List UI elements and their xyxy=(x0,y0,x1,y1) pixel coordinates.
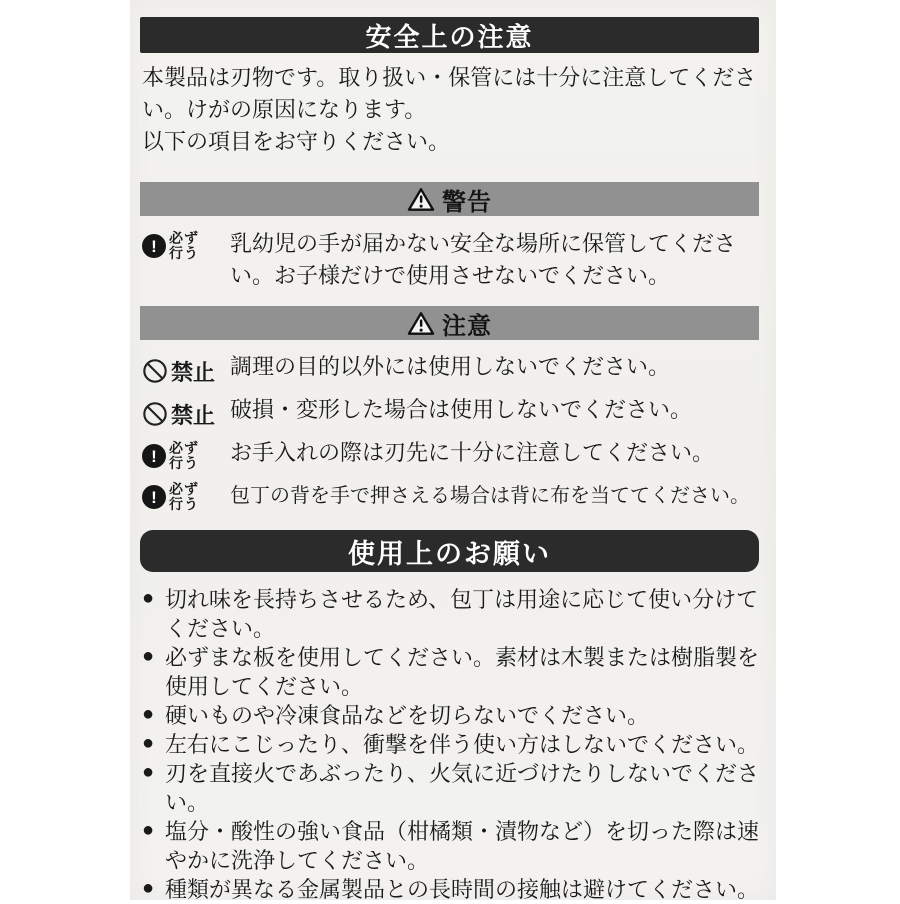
usage-bullet-item: ● 硬いものや冷凍食品などを切らないでください。 xyxy=(142,701,762,730)
caution-item-text: 調理の目的以外には使用しないでください。 xyxy=(230,354,671,379)
usage-bullet-item: ● 切れ味を長持ちさせるため、包丁は用途に応じて使い分けてください。 xyxy=(142,585,762,643)
instruction-sheet-paper xyxy=(130,0,776,900)
caution-item xyxy=(142,352,776,387)
caution-item-icon-block xyxy=(142,395,230,430)
exclamation-glyph: ! xyxy=(151,446,157,466)
usage-bullet-item: ● 必ずまな板を使用してください。素材は木製または樹脂製を使用してください。 xyxy=(142,643,762,701)
usage-header-title: 使用上のお願い xyxy=(348,538,551,569)
prohibited-label: 禁止 xyxy=(171,360,216,385)
mandatory-circle-icon xyxy=(142,234,166,258)
mandatory-circle-icon xyxy=(142,485,166,509)
warning-item xyxy=(142,228,776,292)
warning-item-text: 乳幼児の手が届かない安全な場所に保管してください。お子様だけで使用させないでください。 xyxy=(230,231,737,288)
mandatory-circle-icon xyxy=(142,444,166,468)
caution-item-text: お手入れの際は刃先に十分に注意してください。 xyxy=(230,440,715,465)
intro-line-2: 以下の項目をお守りください。 xyxy=(142,129,451,154)
bullet-dot-icon: ● xyxy=(142,587,155,609)
warning-triangle-icon xyxy=(407,187,435,212)
bullet-dot-icon: ● xyxy=(142,732,155,754)
safety-header-title: 安全上の注意 xyxy=(365,21,534,52)
caution-item xyxy=(142,479,776,512)
bullet-dot-icon: ● xyxy=(142,703,155,725)
exclamation-glyph: ! xyxy=(151,487,157,507)
intro-text xyxy=(142,62,770,158)
mandatory-label: 必ず 行う xyxy=(169,230,199,261)
usage-bullet-item: ● 左右にこじったり、衝撃を伴う使い方はしないでください。 xyxy=(142,730,762,759)
caution-item-text: 破損・変形した場合は使用しないでください。 xyxy=(230,397,693,422)
prohibition-icon xyxy=(142,358,168,384)
usage-bullet-list xyxy=(142,585,762,904)
caution-item-icon-block xyxy=(142,352,230,387)
caution-item xyxy=(142,395,776,430)
caution-item xyxy=(142,438,776,471)
usage-bullet-item: ● 塩分・酸性の強い食品（柑橘類・漬物など）を切った際は速やかに洗浄してください。 xyxy=(142,817,762,875)
prohibited-label: 禁止 xyxy=(171,403,216,428)
warning-section-title: 警告 xyxy=(442,188,492,216)
usage-bullet-item: ● 種類が異なる金属製品との長時間の接触は避けてください。 xyxy=(142,875,762,904)
warning-section-bar xyxy=(140,182,759,216)
intro-line-1: 本製品は刃物です。取り扱い・保管には十分に注意してください。けがの原因になります。 xyxy=(142,65,757,122)
caution-section-bar xyxy=(140,306,759,340)
warning-item-icon-block xyxy=(142,228,230,261)
safety-header-bar xyxy=(140,17,759,53)
mandatory-label: 必ず 行う xyxy=(169,440,199,471)
caution-item-icon-block xyxy=(142,479,230,512)
usage-bullet-item: ● 刃を直接火であぶったり、火気に近づけたりしないでください。 xyxy=(142,759,762,817)
mandatory-label: 必ず 行う xyxy=(169,481,199,512)
warning-triangle-icon xyxy=(407,311,435,336)
bullet-dot-icon: ● xyxy=(142,645,155,667)
exclamation-glyph: ! xyxy=(151,236,157,256)
bullet-dot-icon: ● xyxy=(142,761,155,783)
caution-item-text: 包丁の背を手で押さえる場合は背に布を当ててください。 xyxy=(230,485,750,507)
caution-item-icon-block xyxy=(142,438,230,471)
prohibition-icon xyxy=(142,401,168,427)
usage-header-bar xyxy=(140,530,759,572)
caution-section-title: 注意 xyxy=(442,312,492,340)
bullet-dot-icon: ● xyxy=(142,819,155,841)
bullet-dot-icon: ● xyxy=(142,877,155,899)
